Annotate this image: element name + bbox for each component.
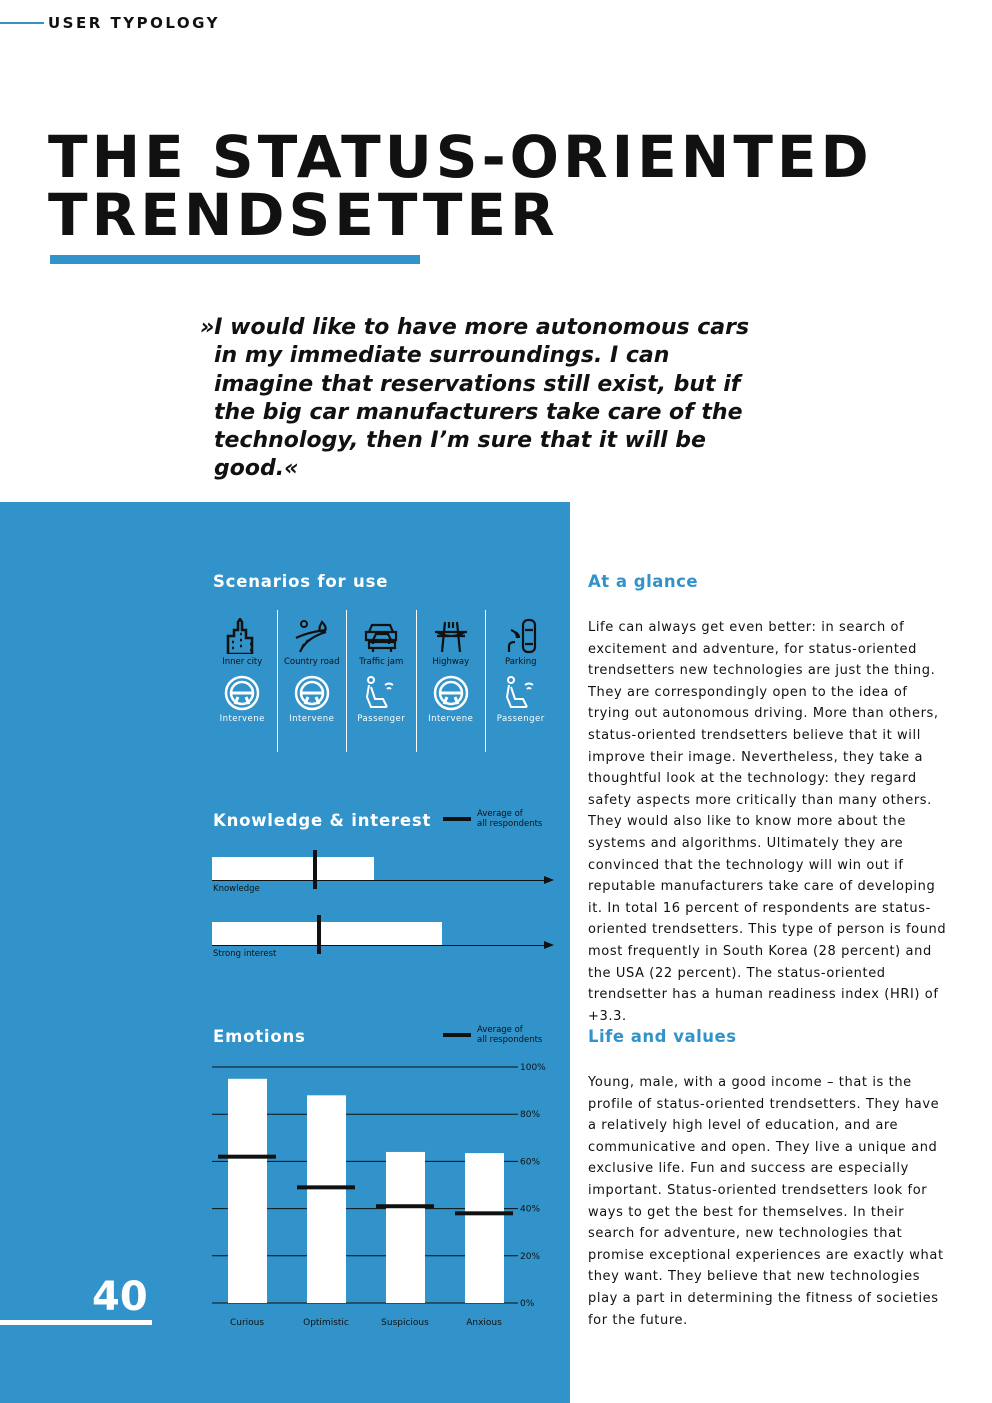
knowledge-label: Strong interest [213, 949, 277, 959]
quote: »I would like to have more autonomous cars in my immediate surroundings. I can imagine that reservations still exist, but if the big car manufacturers take care of the technology, then I’m sure that it will be good.« [200, 315, 750, 482]
y-tick-label: 100% [520, 1063, 546, 1073]
x-tick-label: Optimistic [303, 1318, 349, 1328]
infographic-panel [0, 502, 570, 1403]
title-line-1: THE STATUS-ORIENTED [48, 123, 873, 191]
y-tick-label: 60% [520, 1157, 541, 1168]
scenarios-title: Scenarios for use [213, 572, 389, 591]
scenario-mode: Passenger [496, 714, 545, 724]
title-underline [50, 255, 420, 264]
emotions-title: Emotions [213, 1027, 306, 1046]
x-tick-label: Suspicious [381, 1318, 429, 1328]
life-values-title: Life and values [588, 1027, 737, 1046]
section-header [0, 14, 220, 32]
at-a-glance-title: At a glance [588, 572, 699, 591]
scenario-label: Traffic jam [359, 657, 404, 667]
page-number-underline [0, 1320, 152, 1325]
emotion-average-marker [297, 1185, 355, 1189]
section-label: USER TYPOLOGY [48, 14, 220, 32]
emotion-average-marker [455, 1211, 513, 1215]
legend-text: Average of [477, 1025, 523, 1035]
emotion-bar [307, 1095, 346, 1303]
life-values-text: Young, male, with a good income – that is the profile of status-oriented trendsetters. They have a relatively high level of education, and are communicative and open. They live a unique and exclusive life. Fun and success are especially important. Status-oriented trendsetters look for ways to get the best for themselves. In their search for adventure, new technologies that promise exceptional experiences are exactly what they want. They believe that new technologies play a part in determining the fitness of societies for the future. [588, 1075, 944, 1328]
y-tick-label: 0% [520, 1299, 535, 1309]
x-tick-label: Curious [229, 1318, 265, 1328]
emotion-average-marker [376, 1204, 434, 1208]
scenario-mode: Intervene [289, 714, 335, 724]
legend-text: all respondents [477, 1035, 543, 1045]
emotions-chart [0, 502, 570, 1403]
scenario-mode: Intervene [219, 714, 265, 724]
legend-text: all respondents [477, 819, 543, 829]
scenario-label: Highway [432, 657, 470, 667]
legend-text: Average of [477, 809, 523, 819]
page-title [48, 123, 873, 249]
at-a-glance-text: Life can always get even better: in search of excitement and adventure, for status-oriented trendsetters new technologies are just the thing. They are correspondingly open to the idea of trying out autonomous driving. More than others, status-oriented trendsetters believe that it will improve their image. Nevertheless, they take a thoughtful look at the technology: they regard safety aspects more critically than many others. They would also like to know more about the systems and algorithms. Ultimately they are convinced that the technology will win out if reputable manufacturers take care of developing it. In total 16 percent of respondents are status-oriented trendsetters. This type of person is found most frequently in South Korea (28 percent) and the USA (22 percent). The status-oriented trendsetter has a human readiness index (HRI) of +3.3. [588, 620, 947, 1024]
knowledge-label: Knowledge [213, 884, 260, 894]
emotion-bar [386, 1152, 425, 1303]
scenario-label: Country road [283, 657, 340, 667]
knowledge-title: Knowledge & interest [213, 811, 432, 830]
scenario-mode: Passenger [357, 714, 406, 724]
y-tick-label: 40% [520, 1204, 541, 1215]
emotion-bar [228, 1079, 267, 1303]
x-tick-label: Anxious [466, 1318, 502, 1328]
scenario-label: Parking [504, 657, 537, 667]
emotion-average-marker [218, 1155, 276, 1159]
scenario-label: Inner city [222, 657, 263, 667]
scenario-mode: Intervene [428, 714, 474, 724]
title-line-2: TRENDSETTER [48, 181, 559, 249]
page-number: 40 [92, 1274, 148, 1320]
emotion-bar [465, 1153, 504, 1303]
y-tick-label: 20% [520, 1251, 541, 1262]
y-tick-label: 80% [520, 1110, 541, 1121]
